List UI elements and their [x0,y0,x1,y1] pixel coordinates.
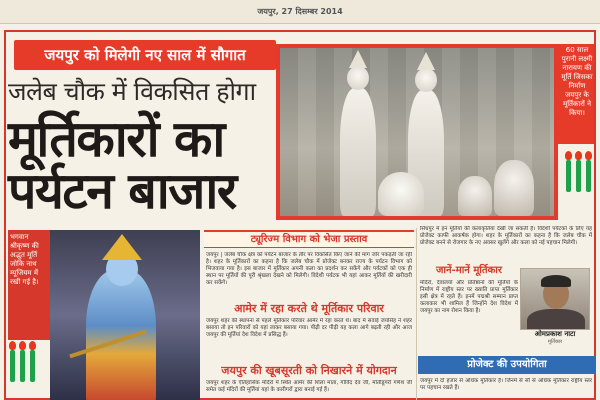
candle-icon [20,350,25,382]
headline-line-3: पर्यटन बाजार [8,162,236,220]
crown-icon [102,234,142,260]
column-divider [416,228,417,400]
portrait-cap [541,275,571,287]
right-subhead: जानें-मानें मूर्तिकार [436,265,502,276]
center-section-title: ट्यूरिज्म विभाग को भेजा प्रस्ताव [204,230,414,248]
statue-head [347,66,369,90]
small-statue [458,176,492,216]
center-paragraph-2: जयपुर शहर की स्थापना से पहले मूर्तिकार परिवार आमेर में रहा करते थे। बाद में सवाई जयसिंह ने शहर बसाया तो इन परिवारों को यहां लाकर बसाया गया। पीढ़ी दर पीढ़ी यह कला आगे बढ़ती रही और आज जयपुर की मूर्तियां देश विदेश में प्रसिद्ध हैं। [206,318,412,338]
center-paragraph-1: जयपुर | जलेब चौक क्षेत्र को पर्यटन बाजार के तौर पर विकसित किए जाने की मांग जोर पकड़ती जा रही है। शहर के मूर्तिकारों का कहना है कि जलेब चौक में प्रोजेक्ट बनकर राज्य के पर्यटन विभाग को भिजवाया गया है। इस बाजार में मूर्तिकार अपनी कला का प्रदर्शन कर सकेंगे और पर्यटकों को एक ही स्थान पर मूर्तियों की पूरी श्रृंखला देखने को मिलेगी। विदेशी पर्यटक भी यहां आकर मूर्तियों की खरीदारी कर सकेंगे। [206,252,412,286]
center-paragraph-3: जयपुर शहर के ऐतिहासिक मंदिरों में स्थित आमेर की शिला माता, गोविंद देव जी, मोतीडूंगरी गणेश जी समेत कई मंदिरों की मूर्तियां यहां के कारीगरों द्वारा बनाई गई हैं। [206,380,412,393]
candle-icon [576,160,581,192]
right-paragraph-2: मंदिरों, देवालयों और प्रतिष्ठानों की मूर्तियों के निर्माण में राष्ट्रीय स्तर पर ख्याति प्राप्त मूर्तिकार इसी क्षेत्र में रहते हैं। इनमें पद्मश्री सम्मान प्राप्त कलाकार भी शामिल हैं जिन्होंने देश विदेश में जयपुर का नाम रोशन किया है। [420,280,518,314]
kicker-banner: जयपुर को मिलेगी नए साल में सौगात [14,40,276,70]
project-section-title: प्रोजेक्ट की उपयोगिता [418,356,596,374]
portrait-caption [520,330,590,346]
krishna-photo [50,230,200,400]
statue-head [415,68,437,92]
headline-line-2: मूर्तिकारों का [8,110,224,168]
candle-icon [566,160,571,192]
sculptor-portrait [520,268,590,330]
photo-main-caption: 60 साल पुरानी लक्ष्मी नारायण की मूर्ति जिसका निर्माण जयपुर के मूर्तिकारों ने किया। [560,44,594,144]
center-subhead-2: जयपुर की खूबसूरती को निखारने में योगदान [221,364,397,377]
center-subhead-1: आमेर में रहा करते थे मूर्तिकार परिवार [234,302,384,315]
portrait-shoulders [527,309,585,330]
photo-left-caption: भगवान श्रीकृष्ण की अद्भुत मूर्ति जोकि नाथ म्यूजियम में रखी गई है। [8,230,50,340]
candle-icon [30,350,35,382]
headline-line-1: जलेब चौक में विकसित होगा [8,77,256,106]
dateline: जयपुर, 27 दिसम्बर 2014 [0,0,600,24]
vishnu-statue [340,88,376,216]
statue-photo [276,44,558,220]
ganesh-statue [378,172,424,216]
right-paragraph-1: सिंधपुर में इन मूर्तियों की कलाकृतियां देखी जा सकती हैं। विदेशी पर्यटकों के लिए यह प्रोजेक्ट काफी आकर्षक होगा। शहर के मूर्तिकारों का कहना है कि जलेब चौक में प्रोजेक्ट बनने से रोजगार के नए अवसर खुलेंगे और कला को नई पहचान मिलेगी। [420,226,592,246]
small-statue [494,160,534,216]
right-paragraph-3: जयपुर में दो हजार से अधिक मूर्तिकार हैं। जिनमें से सौ से अधिक मूर्तिकार राष्ट्रीय स्तर पर पहचान रखते हैं। [420,378,592,391]
candle-icon [10,350,15,382]
candle-icon [586,160,591,192]
portrait-name: ओमप्रकाश नाटा [534,330,576,338]
portrait-role: मूर्तिकार [547,339,563,345]
krishna-figure [86,270,156,400]
